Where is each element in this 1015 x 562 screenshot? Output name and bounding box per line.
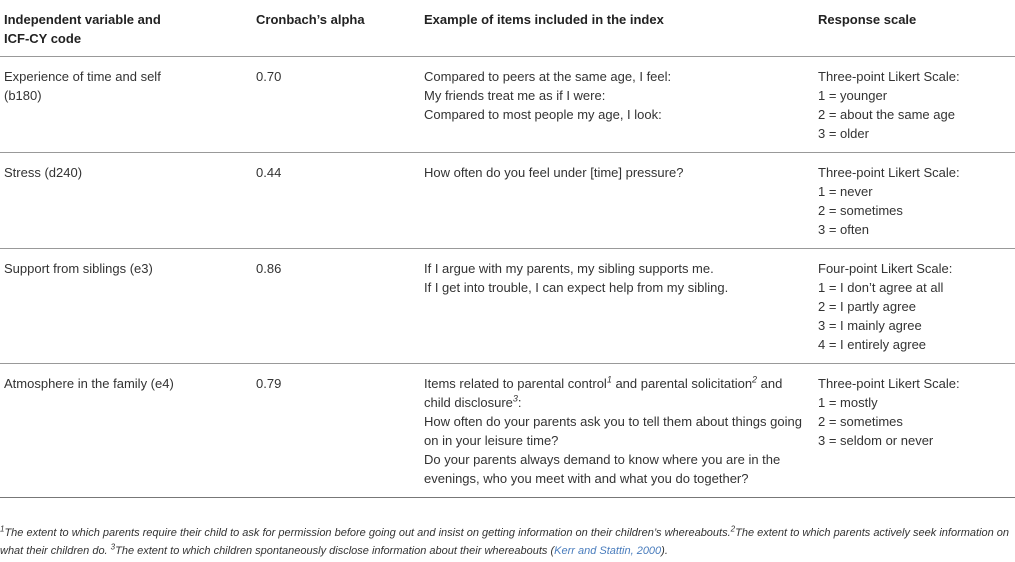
scale-line: Four-point Likert Scale: <box>818 261 953 276</box>
cell-items <box>420 364 814 498</box>
scale-line: 4 = I entirely agree <box>818 337 927 352</box>
footnote-marker: 2 <box>752 374 758 385</box>
cell-scale <box>814 57 1015 153</box>
scale-line: 2 = sometimes <box>818 414 903 429</box>
cell-alpha: 0.70 <box>252 57 420 153</box>
scale-line: 3 = I mainly agree <box>818 318 922 333</box>
footnote-marker: 2 <box>730 524 736 534</box>
cell-items <box>420 153 814 249</box>
table-row <box>0 249 1015 364</box>
cell-variable <box>0 57 252 153</box>
scale-line: 3 = seldom or never <box>818 433 934 448</box>
header-variable-line2: ICF-CY code <box>4 31 82 46</box>
items-intro-part: : <box>517 395 522 410</box>
scale-line: 2 = sometimes <box>818 203 903 218</box>
item-line: If I get into trouble, I can expect help from my sibling. <box>424 280 729 295</box>
cell-alpha: 0.44 <box>252 153 420 249</box>
scale-line: 1 = I don’t agree at all <box>818 280 944 295</box>
variable-line: Atmosphere in the family (e4) <box>4 376 174 391</box>
scale-line: Three-point Likert Scale: <box>818 165 960 180</box>
item-line: Compared to most people my age, I look: <box>424 107 662 122</box>
cell-alpha: 0.79 <box>252 364 420 498</box>
table-footnotes <box>0 524 1010 560</box>
items-intro-part: Items related to parental control <box>424 376 607 391</box>
footnote-1: The extent to which parents require their child to ask for permission before going out and insist on getting information on their children’s whereabouts. <box>4 527 731 539</box>
cell-variable <box>0 364 252 498</box>
scale-line: 1 = never <box>818 184 873 199</box>
item-line: How often do your parents ask you to tell them about things going on in your leisure time? <box>424 414 802 448</box>
header-variable <box>0 4 252 57</box>
footnote-marker: 3 <box>110 542 116 552</box>
citation-link[interactable]: Kerr and Stattin, 2000 <box>554 545 662 557</box>
footnote-marker: 1 <box>0 524 5 534</box>
cell-scale <box>814 153 1015 249</box>
table-header <box>0 4 1015 57</box>
variables-table <box>0 4 1015 498</box>
footnote-2: The extent to which parents actively seek information on what their children do. <box>0 527 1010 557</box>
cell-scale <box>814 249 1015 364</box>
cell-items <box>420 57 814 153</box>
items-intro-part: and child disclosure <box>424 376 783 410</box>
variable-line: Support from siblings (e3) <box>4 261 153 276</box>
cell-variable <box>0 153 252 249</box>
footnote-marker: 3 <box>512 393 518 404</box>
footnote-3: The extent to which children spontaneously disclose information about their whereabouts ( <box>115 545 555 557</box>
scale-line: 2 = about the same age <box>818 107 955 122</box>
scale-line: 1 = mostly <box>818 395 878 410</box>
table-body <box>0 57 1015 498</box>
header-scale: Response scale <box>814 4 1015 57</box>
item-line: Do your parents always demand to know where you are in the evenings, who you meet with and what you do together? <box>424 452 781 486</box>
item-line: How often do you feel under [time] pressure? <box>424 165 684 180</box>
table-row <box>0 57 1015 153</box>
footnote-3-end: ). <box>661 545 668 557</box>
table-row <box>0 153 1015 249</box>
scale-line: 2 = I partly agree <box>818 299 916 314</box>
header-row <box>0 4 1015 57</box>
cell-alpha: 0.86 <box>252 249 420 364</box>
table-row <box>0 364 1015 498</box>
cell-scale <box>814 364 1015 498</box>
scale-line: Three-point Likert Scale: <box>818 376 960 391</box>
variable-line: Stress (d240) <box>4 165 83 180</box>
item-line: Compared to peers at the same age, I feel: <box>424 69 672 84</box>
items-intro <box>424 374 810 412</box>
items-intro-part: and parental solicitation <box>611 376 753 391</box>
scale-line: 3 = often <box>818 222 869 237</box>
item-line: My friends treat me as if I were: <box>424 88 606 103</box>
cell-variable <box>0 249 252 364</box>
variable-line: Experience of time and self <box>4 69 161 84</box>
scale-line: 1 = younger <box>818 88 888 103</box>
cell-items <box>420 249 814 364</box>
header-variable-line1: Independent variable and <box>4 12 161 27</box>
header-alpha: Cronbach’s alpha <box>252 4 420 57</box>
variable-line: (b180) <box>4 88 42 103</box>
footnote-marker: 1 <box>606 374 612 385</box>
item-line: If I argue with my parents, my sibling supports me. <box>424 261 714 276</box>
header-items: Example of items included in the index <box>420 4 814 57</box>
scale-line: 3 = older <box>818 126 869 141</box>
scale-line: Three-point Likert Scale: <box>818 69 960 84</box>
